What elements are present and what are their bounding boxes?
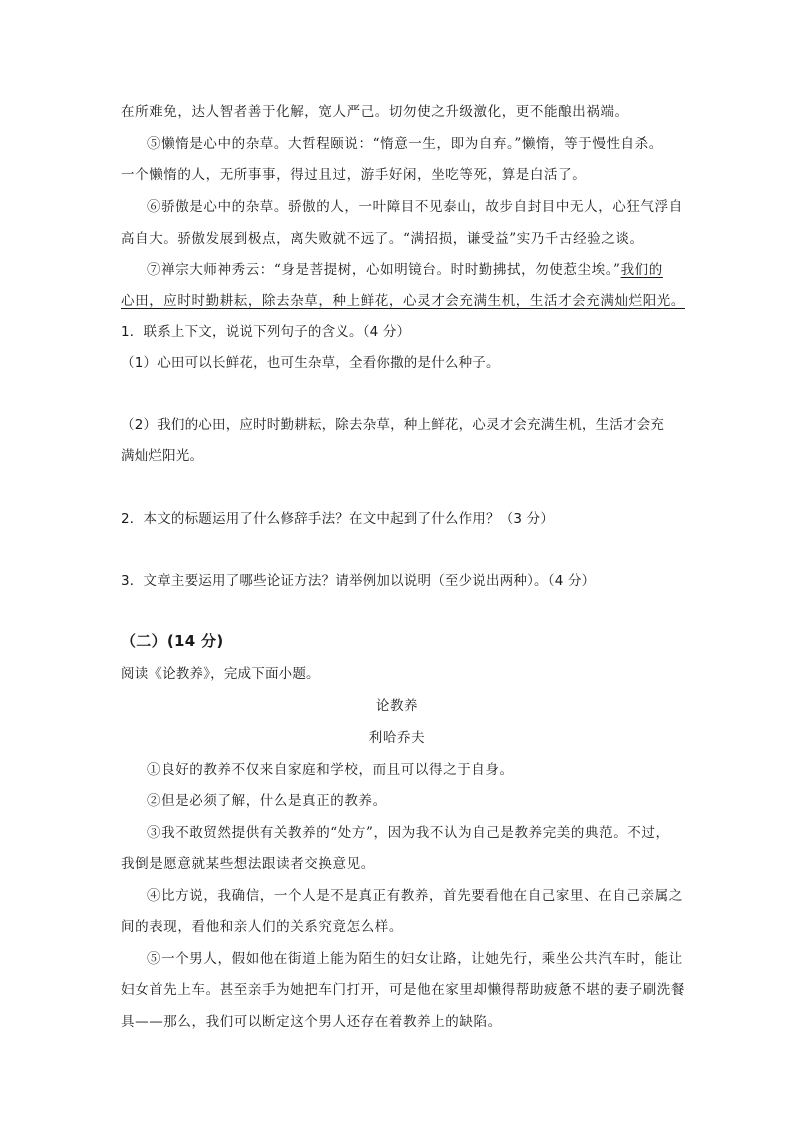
essay2-paragraph-2: ②但是必须了解，什么是真正的教养。 [147, 793, 387, 809]
essay-paragraph-5-cont: 一个懒惰的人，无所事事，得过且过，游手好闲，坐吃等死，算是白活了。 [121, 167, 587, 183]
essay-paragraph-7 [147, 260, 707, 280]
question-1: 1．联系上下文，说说下列句子的含义。（4 分） [121, 324, 411, 340]
essay2-paragraph-4: ④比方说，我确信，一个人是不是真正有教养，首先要看他在自己家里、在自己亲属之 [147, 888, 683, 904]
question-2: 2．本文的标题运用了什么修辞手法？在文中起到了什么作用？（3 分） [121, 511, 555, 527]
question-3: 3．文章主要运用了哪些论证方法？请举例加以说明（至少说出两种）。（4 分） [121, 573, 596, 589]
essay-underlined-sentence: 心田，应时时勤耕耘，除去杂草，种上鲜花，心灵才会充满生机，生活才会充满灿烂阳光。 [121, 293, 685, 309]
essay2-paragraph-5: ⑤一个男人，假如他在街道上能为陌生的妇女让路，让她先行，乘坐公共汽车时，能让 [147, 951, 683, 967]
essay-underlined-sentence-start: 我们的 [620, 262, 663, 278]
reading-instruction: 阅读《论教养》，完成下面小题。 [121, 666, 320, 682]
essay-paragraph-6-cont: 高自大。骄傲发展到极点，离失败就不远了。“满招损，谦受益”实乃千古经验之谈。 [121, 231, 644, 247]
essay-paragraph-5: ⑤懒惰是心中的杂草。大哲程颐说：“惰意一生，即为自弃。”懒惰，等于慢性自杀。 [147, 136, 663, 152]
essay2-paragraph-5-cont2: 具——那么，我们可以断定这个男人还存在着教养上的缺陷。 [121, 1014, 502, 1030]
question-1-part-1: （1）心田可以长鲜花，也可生杂草，全看你撒的是什么种子。 [121, 355, 500, 371]
question-1-part-2-cont: 满灿烂阳光。 [121, 448, 204, 464]
question-1-part-2: （2）我们的心田，应时时勤耕耘，除去杂草，种上鲜花，心灵才会充满生机，生活才会充 [121, 417, 665, 433]
essay2-paragraph-3-cont: 我倒是愿意就某些想法跟读者交换意见。 [121, 856, 375, 872]
essay-paragraph-4-end: 在所难免，达人智者善于化解，宽人严己。切勿使之升级激化，更不能酿出祸端。 [121, 104, 629, 120]
essay-paragraph-7-quote: ⑦禅宗大师神秀云：“身是菩提树，心如明镜台。时时勤拂拭，勿使惹尘埃。” [147, 262, 621, 278]
essay2-paragraph-4-cont: 间的表现，看他和亲人们的关系究竟怎么样。 [121, 919, 403, 935]
section-heading: （二）(14 分) [121, 632, 224, 650]
essay-paragraph-6: ⑥骄傲是心中的杂草。骄傲的人，一叶障目不见泰山，故步自封目中无人，心狂气浮自 [147, 199, 683, 215]
essay2-paragraph-3: ③我不敢贸然提供有关教养的“处方”，因为我不认为自己是教养完美的典范。不过， [147, 825, 670, 841]
essay2-paragraph-5-cont1: 妇女首先上车。甚至亲手为她把车门打开，可是他在家里却懒得帮助疲惫不堪的妻子刷洗餐 [121, 982, 685, 998]
essay-title: 论教养 [375, 698, 419, 714]
essay2-paragraph-1: ①良好的教养不仅来自家庭和学校，而且可以得之于自身。 [147, 762, 514, 778]
essay-author: 利哈乔夫 [368, 730, 426, 746]
